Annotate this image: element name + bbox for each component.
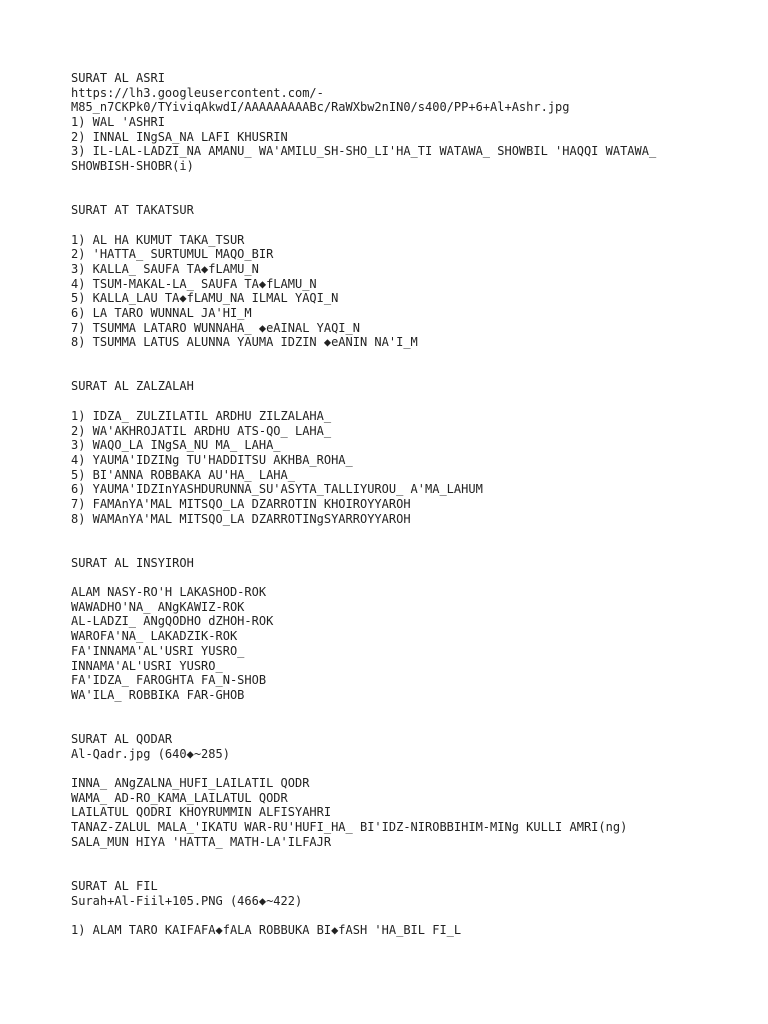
text-line: 3) IL-LAL-LADZI_NA AMANU_ WA'AMILU_SH-SHO_LI'HA_TI WATAWA_ SHOWBIL 'HAQQI WATAWA_ xyxy=(71,144,657,159)
text-line: 5) BI'ANNA ROBBAKA AU'HA_ LAHA_ xyxy=(71,467,295,482)
text-line: SURAT AL ASRI xyxy=(71,71,165,85)
text-line xyxy=(71,761,751,776)
text-line: SURAT AL INSYIROH xyxy=(71,555,194,570)
text-line: INNAMA'AL'USRI YUSRO_ xyxy=(71,658,223,673)
text-line xyxy=(71,541,751,556)
text-line: SHOWBISH-SHOBR(i) xyxy=(71,159,194,174)
text-line: LAILATUL QODRI KHOYRUMMIN ALFISYAHRI xyxy=(71,805,332,820)
text-line xyxy=(71,864,751,879)
text-line: 1) AL HA KUMUT TAKA_TSUR xyxy=(71,232,245,247)
text-line: 2) 'HATTA_ SURTUMUL MAQO_BIR xyxy=(71,247,274,262)
text-line xyxy=(71,350,751,365)
text-line: 8) TSUMMA LATUS ALUNNA YAUMA IDZIN ◆eANIN NA'I_M xyxy=(71,335,418,350)
text-line: SURAT AL QODAR xyxy=(71,731,173,746)
text-line: 6) LA TARO WUNNAL JA'HI_M xyxy=(71,306,252,320)
text-line: 4) TSUM-MAKAL-LA_ SAUFA TA◆fLAMU_N xyxy=(71,276,317,291)
text-line: SURAT AL ZALZALAH xyxy=(71,379,194,394)
text-line: 1) WAL 'ASHRI xyxy=(71,115,165,130)
text-line xyxy=(71,394,751,409)
text-line xyxy=(71,526,751,541)
text-line: SALA_MUN HIYA 'HATTA_ MATH-LA'ILFAJR xyxy=(71,834,332,849)
text-line: TANAZ-ZALUL MALA_'IKATU WAR-RU'HUFI_HA_ BI'IDZ-NIROBBIHIM-MINg KULLI AMRI(ng) xyxy=(71,820,628,835)
text-line: WA'ILA_ ROBBIKA FAR-GHOB xyxy=(71,687,245,702)
text-line: 1) ALAM TARO KAIFAFA◆fALA ROBBUKA BI◆fASH 'HA_BIL FI_L xyxy=(71,922,462,937)
text-line: 7) TSUMMA LATARO WUNNAHA_ ◆eAINAL YAQI_N xyxy=(71,320,360,335)
text-line xyxy=(71,703,751,718)
text-line: INNA_ ANgZALNA_HUFI_LAILATIL QODR xyxy=(71,776,310,790)
text-line: 2) WA'AKHROJATIL ARDHU ATS-QO_ LAHA_ xyxy=(71,423,332,438)
text-line xyxy=(71,908,751,923)
text-line: M85_n7CKPk0/TYiviqAkwdI/AAAAAAAAABc/RaWXbw2nIN0/s400/PP+6+Al+Ashr.jpg xyxy=(71,100,570,115)
text-line: Surah+Al-Fiil+105.PNG (466◆~422) xyxy=(71,893,303,908)
text-line: 7) FAMAnYA'MAL MITSQO_LA DZARROTIN KHOIROYYAROH xyxy=(71,496,411,511)
text-line: 1) IDZA_ ZULZILATIL ARDHU ZILZALAHA_ xyxy=(71,408,332,423)
text-line xyxy=(71,189,751,204)
text-line: 3) WAQO_LA INgSA_NU MA_ LAHA_ xyxy=(71,438,281,453)
text-line: 6) YAUMA'IDZInYASHDURUNNA_SU'ASYTA_TALLIYUROU_ A'MA_LAHUM xyxy=(71,482,483,497)
text-line: WAMA_ AD-RO_KAMA_LAILATUL QODR xyxy=(71,790,288,805)
text-line: 8) WAMAnYA'MAL MITSQO_LA DZARROTINgSYARROYYAROH xyxy=(71,511,411,526)
text-line: FA'IDZA_ FAROGHTA FA_N-SHOB xyxy=(71,673,267,688)
text-line: AL-LADZI_ ANgQODHO dZHOH-ROK xyxy=(71,614,274,629)
text-line: 5) KALLA_LAU TA◆fLAMU_NA ILMAL YAQI_N xyxy=(71,291,339,306)
text-line xyxy=(71,218,751,233)
text-line xyxy=(71,570,751,585)
text-line: WAROFA'NA_ LAKADZIK-ROK xyxy=(71,629,238,644)
text-line: FA'INNAMA'AL'USRI YUSRO_ xyxy=(71,643,245,658)
text-line xyxy=(71,717,751,732)
document-body xyxy=(71,71,751,938)
text-line xyxy=(71,849,751,864)
text-line: WAWADHO'NA_ ANgKAWIZ-ROK xyxy=(71,599,245,614)
text-line xyxy=(71,365,751,380)
text-line: 4) YAUMA'IDZINg TU'HADDITSU AKHBA_ROHA_ xyxy=(71,452,353,467)
text-line: SURAT AT TAKATSUR xyxy=(71,203,194,218)
text-line: 3) KALLA_ SAUFA TA◆fLAMU_N xyxy=(71,261,259,276)
text-line: ALAM NASY-RO'H LAKASHOD-ROK xyxy=(71,585,267,600)
text-line: https://lh3.googleusercontent.com/- xyxy=(71,85,324,100)
text-line xyxy=(71,174,751,189)
text-line: SURAT AL FIL xyxy=(71,878,158,893)
text-line: Al-Qadr.jpg (640◆~285) xyxy=(71,746,230,761)
text-line: 2) INNAL INgSA_NA LAFI KHUSRIN xyxy=(71,129,288,144)
